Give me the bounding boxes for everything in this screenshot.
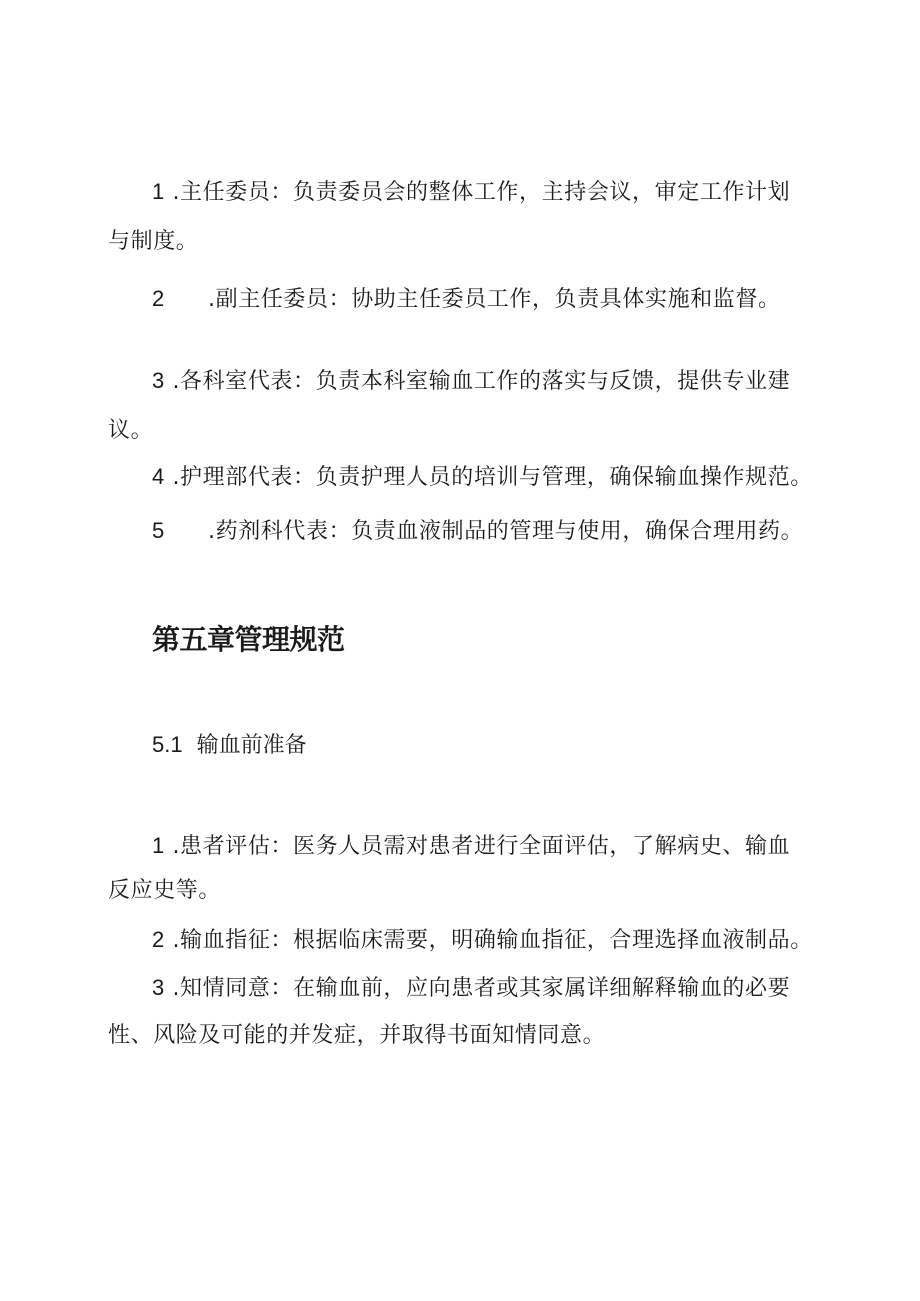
item-text: .各科室代表：负责本科室输血工作的落实与反馈，提供专业建 (172, 369, 791, 394)
section-title: 输血前准备 (196, 733, 307, 758)
chapter-title: 第五章管理规范 (152, 623, 345, 656)
item-text-continuation: 反应史等。 (108, 878, 222, 903)
item-number: 4 (152, 464, 165, 489)
item-text-continuation: 性、风险及可能的并发症，并取得书面知情同意。 (108, 1023, 606, 1048)
item-text-continuation: 议。 (108, 418, 154, 443)
item-text-continuation: 与制度。 (108, 229, 199, 254)
item-number: 2 (152, 927, 165, 952)
item-text: .知情同意：在输血前，应向患者或其家属详细解释输血的必要 (172, 976, 791, 1001)
item-number: 3 (152, 368, 165, 393)
section-heading (152, 728, 307, 759)
item-number: 1 (152, 833, 165, 858)
item-text: .主任委员：负责委员会的整体工作，主持会议，审定工作计划 (172, 180, 791, 205)
item-number: 1 (152, 179, 165, 204)
item-text: .患者评估：医务人员需对患者进行全面评估，了解病史、输血 (172, 834, 791, 859)
item-text: .副主任委员：协助主任委员工作，负责具体实施和监督。 (208, 287, 781, 312)
item-number: 5 (152, 518, 165, 543)
item-number: 3 (152, 975, 165, 1000)
item-text: .输血指征：根据临床需要，明确输血指征，合理选择血液制品。 (172, 928, 813, 953)
item-text: .护理部代表：负责护理人员的培训与管理，确保输血操作规范。 (172, 465, 813, 490)
section-number: 5.1 (152, 732, 183, 757)
item-text: .药剂科代表：负责血液制品的管理与使用，确保合理用药。 (208, 519, 804, 544)
item-number: 2 (152, 286, 165, 311)
